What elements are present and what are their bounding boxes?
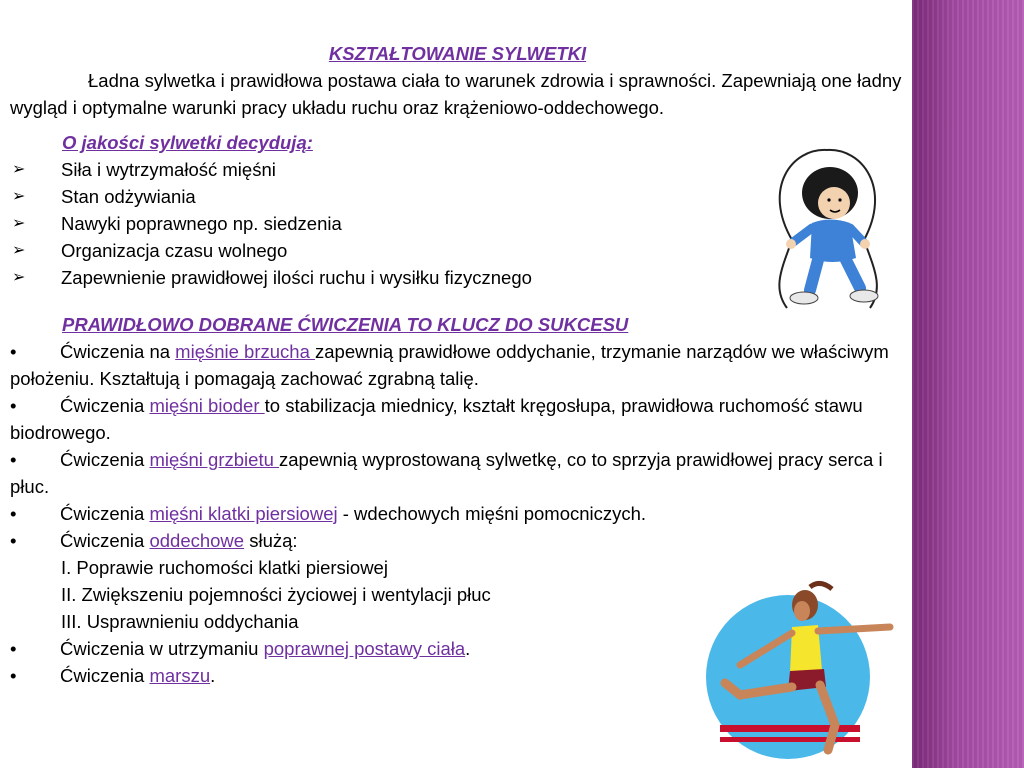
bullet-icon: • (10, 395, 17, 416)
highlight-link[interactable]: mięśni klatki piersiowej (149, 503, 338, 524)
list-item: ➢ Siła i wytrzymałość mięśni (10, 156, 905, 183)
list-item: ➢ Stan odżywiania (10, 183, 905, 210)
highlight-link[interactable]: marszu (149, 665, 211, 686)
breathing-item: I. Poprawie ruchomości klatki piersiowej (61, 557, 388, 578)
arrow-bullet-icon: ➢ (12, 242, 26, 259)
breathing-item: III. Usprawnieniu oddychania (61, 611, 299, 632)
bullet-icon: • (10, 638, 17, 659)
list-item: • Ćwiczenia marszu. (10, 662, 905, 689)
bullet-icon: • (10, 449, 17, 470)
highlight-link[interactable]: mięśni grzbietu (149, 449, 280, 470)
slide-title: KSZTAŁTOWANIE SYLWETKI (328, 43, 587, 64)
hurdle-runner-illustration (700, 575, 910, 765)
list-item: ➢ Nawyki poprawnego np. siedzenia (10, 210, 905, 237)
list-item: • Ćwiczenia w utrzymaniu poprawnej postawy ciała. (10, 635, 905, 662)
jump-rope-girl-illustration (752, 148, 902, 312)
quality-heading: O jakości sylwetki decydują: (62, 132, 313, 153)
exercises-heading: PRAWIDŁOWO DOBRANE ĆWICZENIA TO KLUCZ DO SUKCESU (62, 314, 629, 335)
list-item: • Ćwiczenia oddechowe służą: (10, 527, 905, 554)
arrow-bullet-icon: ➢ (12, 269, 26, 286)
list-item: ➢ Zapewnienie prawidłowej ilości ruchu i wysiłku fizycznego (10, 264, 905, 291)
decorative-side-band (912, 0, 1024, 768)
bullet-icon: • (10, 341, 17, 362)
breathing-item: II. Zwiększeniu pojemności życiowej i wentylacji płuc (61, 584, 491, 605)
highlight-link[interactable]: mięśnie brzucha (175, 341, 316, 362)
list-item: • Ćwiczenia mięśni bioder to stabilizacja miednicy, kształt kręgosłupa, prawidłowa ruchomość stawu biodrowego. (10, 392, 905, 446)
arrow-bullet-icon: ➢ (12, 161, 26, 178)
bullet-icon: • (10, 665, 17, 686)
highlight-link[interactable]: oddechowe (149, 530, 245, 551)
list-item: • Ćwiczenia mięśni grzbietu zapewnią wyprostowaną sylwetkę, co to sprzyja prawidłowej pracy serca i płuc. (10, 446, 905, 500)
list-item: ➢ Organizacja czasu wolnego (10, 237, 905, 264)
bullet-icon: • (10, 530, 17, 551)
highlight-link[interactable]: poprawnej postawy ciała (263, 638, 466, 659)
list-item: • Ćwiczenia na mięśnie brzucha zapewnią prawidłowe oddychanie, trzymanie narządów we właściwym położeniu. Kształtują i pomagają zachować zgrabną talię. (10, 338, 905, 392)
arrow-bullet-icon: ➢ (12, 215, 26, 232)
arrow-bullet-icon: ➢ (12, 188, 26, 205)
intro-paragraph: Ładna sylwetka i prawidłowa postawa ciała to warunek zdrowia i sprawności. Zapewniają one ładny wygląd i optymalne warunki pracy układu ruchu oraz krążeniowo-oddechowego. (10, 70, 902, 118)
list-item: • Ćwiczenia mięśni klatki piersiowej - wdechowych mięśni pomocniczych. (10, 500, 905, 527)
bullet-icon: • (10, 503, 17, 524)
highlight-link[interactable]: mięśni bioder (149, 395, 265, 416)
